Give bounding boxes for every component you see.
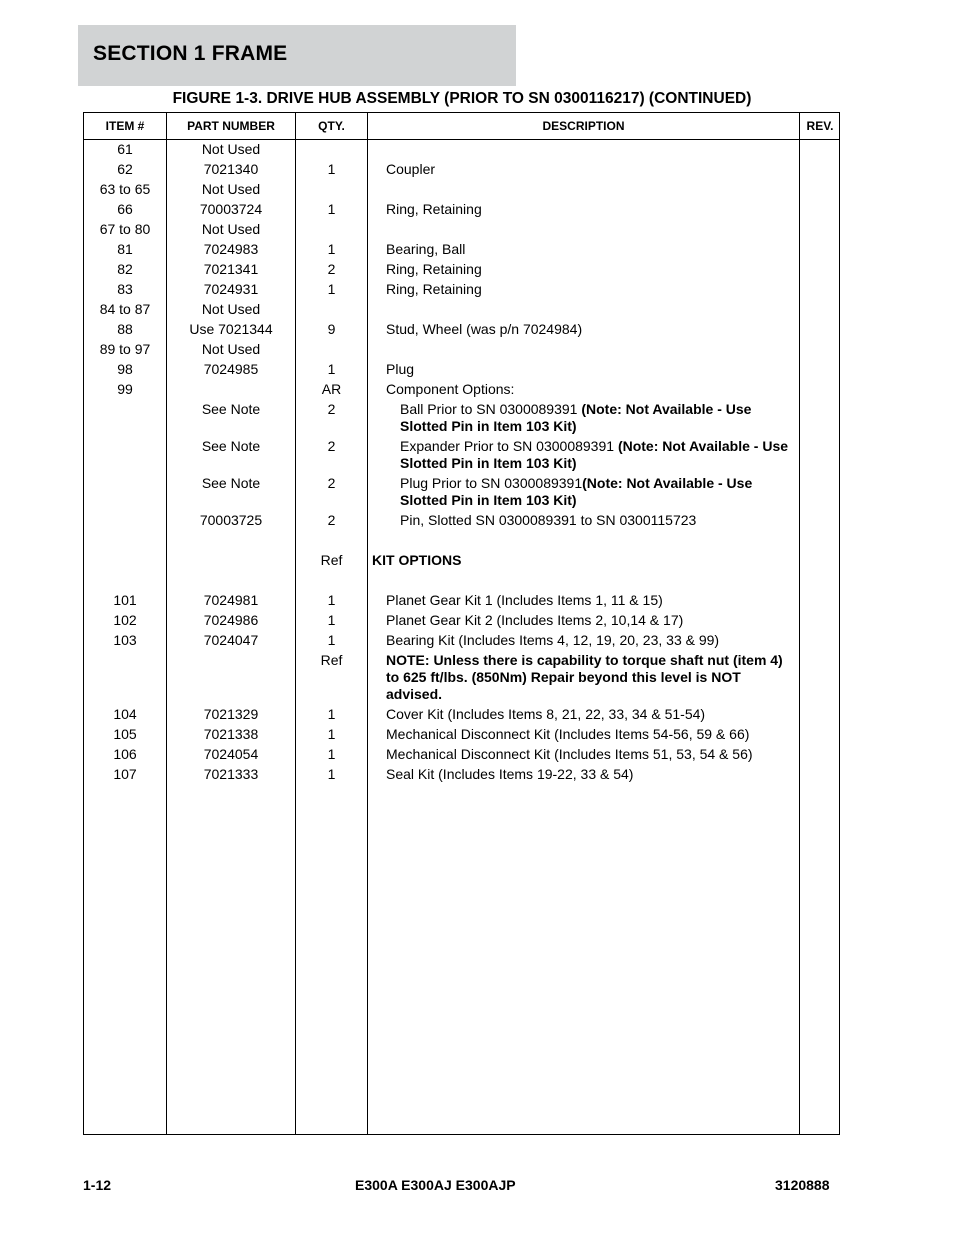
part-number: 7024054 xyxy=(203,746,259,762)
table-row xyxy=(84,219,839,239)
description xyxy=(372,552,782,569)
quantity: 1 xyxy=(327,592,336,608)
description xyxy=(386,201,796,218)
description xyxy=(386,612,796,629)
table-row xyxy=(84,399,839,436)
description xyxy=(386,141,796,158)
description-text: Plug xyxy=(386,361,415,377)
quantity: 1 xyxy=(327,766,336,782)
part-number: See Note xyxy=(201,475,261,491)
table-row xyxy=(84,259,839,279)
quantity: 1 xyxy=(327,241,336,257)
item-number: 61 xyxy=(117,141,133,157)
description-text: Pin, Slotted SN 0300089391 to SN 0300115723 xyxy=(400,512,697,528)
table-row xyxy=(84,704,839,724)
part-number: Use 7021344 xyxy=(189,321,273,337)
part-number: 7024985 xyxy=(203,361,259,377)
quantity: 9 xyxy=(327,321,336,337)
item-number: 81 xyxy=(117,241,133,257)
model-numbers: E300A E300AJ E300AJP xyxy=(355,1177,516,1193)
description-text: Ring, Retaining xyxy=(386,201,482,217)
part-number: 7024986 xyxy=(203,612,259,628)
table-row xyxy=(84,436,839,473)
part-number: Not Used xyxy=(201,341,261,357)
description-text: Stud, Wheel (was p/n 7024984) xyxy=(386,321,583,337)
table-row xyxy=(84,550,839,570)
quantity: 1 xyxy=(327,361,336,377)
header-rev: REV. xyxy=(806,119,834,133)
quantity: 2 xyxy=(327,401,336,417)
part-number: Not Used xyxy=(201,221,261,237)
item-number: 105 xyxy=(113,726,137,742)
description-text: Ball Prior to SN 0300089391 xyxy=(400,401,582,417)
item-number: 102 xyxy=(113,612,137,628)
quantity: 1 xyxy=(327,746,336,762)
table-row xyxy=(84,379,839,399)
description-note: NOTE: Unless there is capability to torque shaft nut (item 4) to 625 ft/lbs. (850Nm) Repair beyond this level is NOT advised. xyxy=(386,652,783,702)
description xyxy=(386,361,796,378)
item-number: 106 xyxy=(113,746,137,762)
table-row xyxy=(84,610,839,630)
part-number: Not Used xyxy=(201,181,261,197)
table-row xyxy=(84,159,839,179)
description-text: Plug Prior to SN 0300089391 xyxy=(400,475,583,491)
table-body xyxy=(84,139,839,784)
description xyxy=(386,281,796,298)
part-number: 7024981 xyxy=(203,592,259,608)
parts-table xyxy=(83,112,840,1135)
table-row xyxy=(84,650,839,704)
item-number: 83 xyxy=(117,281,133,297)
description-text: Bearing, Ball xyxy=(386,241,466,257)
table-row xyxy=(84,630,839,650)
description xyxy=(386,652,796,703)
quantity: 2 xyxy=(327,438,336,454)
description-text: Seal Kit (Includes Items 19-22, 33 & 54) xyxy=(386,766,634,782)
quantity: 1 xyxy=(327,161,336,177)
description xyxy=(386,726,796,743)
table-row xyxy=(84,764,839,784)
quantity: 1 xyxy=(327,201,336,217)
quantity: 2 xyxy=(327,475,336,491)
description-text: Mechanical Disconnect Kit (Includes Items 54-56, 59 & 66) xyxy=(386,726,750,742)
description xyxy=(386,341,796,358)
part-number: 70003724 xyxy=(199,201,263,217)
description-text: Ring, Retaining xyxy=(386,261,482,277)
description-text: Ring, Retaining xyxy=(386,281,482,297)
table-row xyxy=(84,319,839,339)
description xyxy=(400,475,795,509)
figure-title: FIGURE 1-3. DRIVE HUB ASSEMBLY (PRIOR TO SN 0300116217) (CONTINUED) xyxy=(172,90,752,107)
description xyxy=(386,181,796,198)
description-note: (Note: Not Available - Use Slotted Pin in Item 103 Kit) xyxy=(400,438,789,471)
item-number: 62 xyxy=(117,161,133,177)
description-text: Component Options: xyxy=(386,381,515,397)
description xyxy=(386,706,796,723)
quantity: 1 xyxy=(327,706,336,722)
table-row xyxy=(84,299,839,319)
item-number: 82 xyxy=(117,261,133,277)
table-row xyxy=(84,279,839,299)
section-banner xyxy=(78,25,516,86)
item-number: 84 to 87 xyxy=(99,301,151,317)
description xyxy=(386,261,796,278)
table-row xyxy=(84,744,839,764)
description xyxy=(386,321,796,338)
quantity: 2 xyxy=(327,512,336,528)
description xyxy=(386,221,796,238)
description-text: Bearing Kit (Includes Items 4, 12, 19, 20, 23, 33 & 99) xyxy=(386,632,720,648)
part-number: 7021340 xyxy=(203,161,259,177)
description xyxy=(400,512,795,529)
description-note: KIT OPTIONS xyxy=(372,552,462,568)
section-title: SECTION 1 FRAME xyxy=(93,42,288,65)
table-spacer xyxy=(84,570,839,590)
table-row xyxy=(84,139,839,159)
quantity: 1 xyxy=(327,632,336,648)
quantity: Ref xyxy=(320,552,343,568)
description-text: Expander Prior to SN 0300089391 xyxy=(400,438,618,454)
part-number: 7021329 xyxy=(203,706,259,722)
item-number: 63 to 65 xyxy=(99,181,151,197)
quantity: 1 xyxy=(327,726,336,742)
part-number: 7021341 xyxy=(203,261,259,277)
description xyxy=(400,401,795,435)
description xyxy=(386,766,796,783)
header-item: ITEM # xyxy=(105,119,145,133)
description-note: (Note: Not Available - Use Slotted Pin in Item 103 Kit) xyxy=(400,401,752,434)
description xyxy=(386,632,796,649)
table-row xyxy=(84,179,839,199)
part-number: 70003725 xyxy=(199,512,263,528)
item-number: 89 to 97 xyxy=(99,341,151,357)
header-description: DESCRIPTION xyxy=(542,119,625,133)
description xyxy=(386,746,796,763)
table-row xyxy=(84,199,839,219)
part-number: 7024931 xyxy=(203,281,259,297)
table-row xyxy=(84,239,839,259)
description-text: Coupler xyxy=(386,161,436,177)
table-row xyxy=(84,339,839,359)
table-row xyxy=(84,724,839,744)
header-qty: QTY. xyxy=(318,119,345,133)
part-number: 7024983 xyxy=(203,241,259,257)
description-text: Planet Gear Kit 1 (Includes Items 1, 11 & 15) xyxy=(386,592,663,608)
item-number: 103 xyxy=(113,632,137,648)
item-number: 99 xyxy=(117,381,133,397)
description xyxy=(386,161,796,178)
quantity: Ref xyxy=(320,652,343,668)
document-number: 3120888 xyxy=(775,1177,830,1193)
description xyxy=(386,301,796,318)
table-row xyxy=(84,473,839,510)
description-text: Planet Gear Kit 2 (Includes Items 2, 10,14 & 17) xyxy=(386,612,684,628)
header-part-number: PART NUMBER xyxy=(187,119,275,133)
quantity: 1 xyxy=(327,612,336,628)
description-text: Mechanical Disconnect Kit (Includes Items 51, 53, 54 & 56) xyxy=(386,746,753,762)
description xyxy=(386,592,796,609)
page-number: 1-12 xyxy=(83,1177,112,1193)
quantity: 2 xyxy=(327,261,336,277)
item-number: 88 xyxy=(117,321,133,337)
item-number: 67 to 80 xyxy=(99,221,151,237)
table-row xyxy=(84,510,839,530)
item-number: 101 xyxy=(113,592,137,608)
table-row xyxy=(84,359,839,379)
item-number: 107 xyxy=(113,766,137,782)
table-spacer xyxy=(84,530,839,550)
part-number: 7021338 xyxy=(203,726,259,742)
part-number: See Note xyxy=(201,401,261,417)
description-text: Cover Kit (Includes Items 8, 21, 22, 33, 34 & 51-54) xyxy=(386,706,706,722)
part-number: 7024047 xyxy=(203,632,259,648)
table-row xyxy=(84,590,839,610)
part-number: Not Used xyxy=(201,141,261,157)
description xyxy=(386,381,796,398)
quantity: 1 xyxy=(327,281,336,297)
item-number: 104 xyxy=(113,706,137,722)
description-note: (Note: Not Available - Use Slotted Pin in Item 103 Kit) xyxy=(400,475,753,508)
item-number: 98 xyxy=(117,361,133,377)
description xyxy=(386,241,796,258)
description xyxy=(400,438,795,472)
item-number: 66 xyxy=(117,201,133,217)
part-number: See Note xyxy=(201,438,261,454)
part-number: 7021333 xyxy=(203,766,259,782)
part-number: Not Used xyxy=(201,301,261,317)
quantity: AR xyxy=(321,381,342,397)
